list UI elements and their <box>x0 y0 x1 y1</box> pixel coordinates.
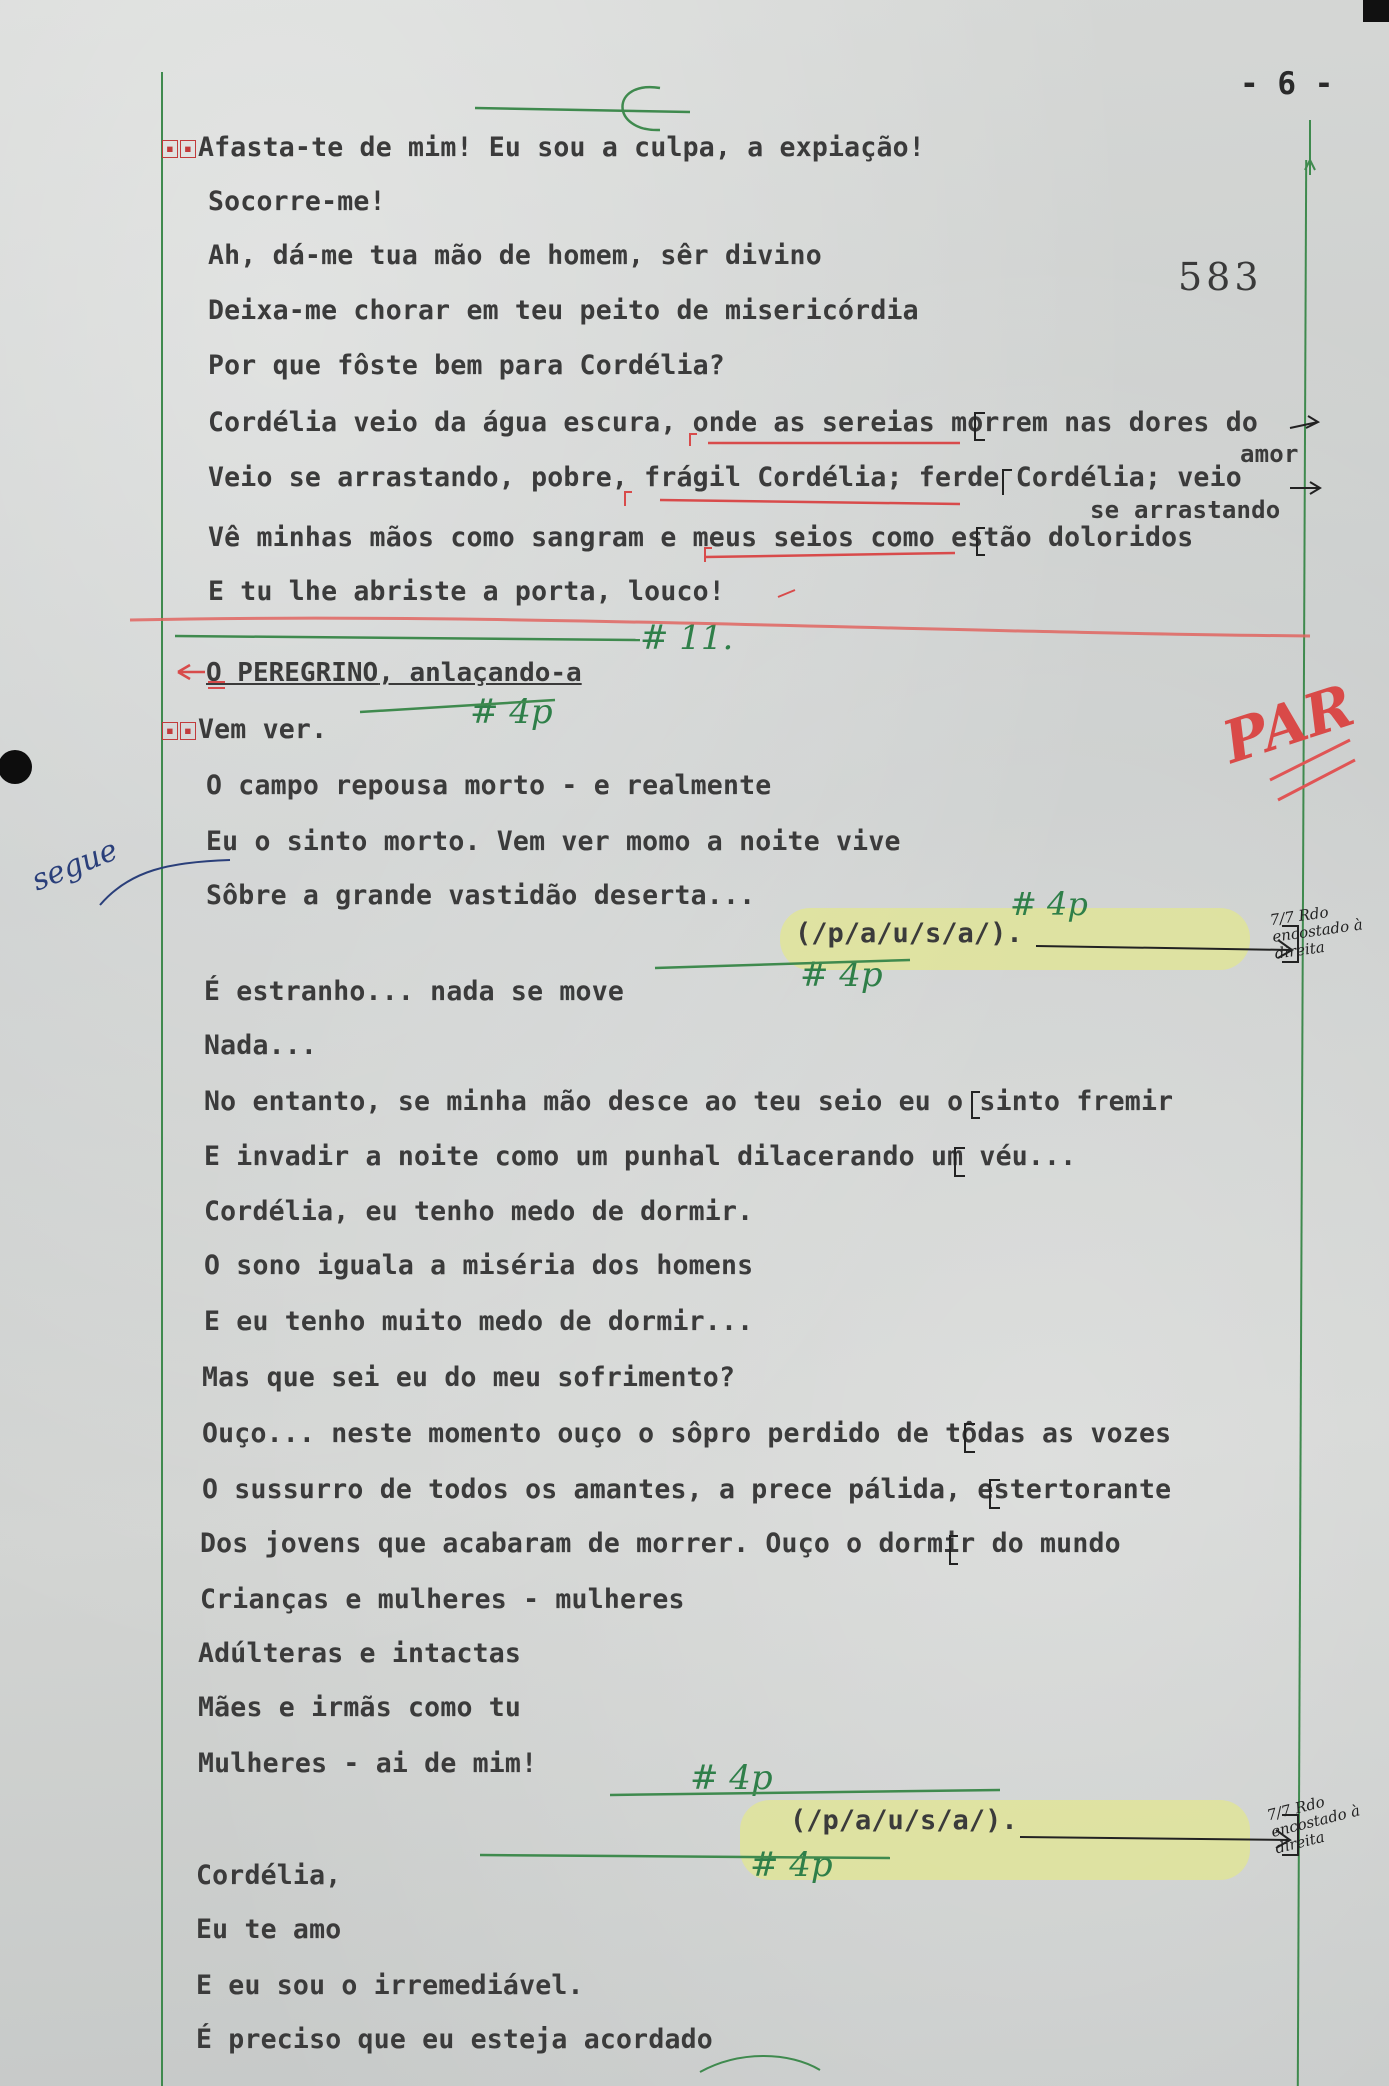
verse-line: Ouço... neste momento ouço o sôpro perdido de tôdas as vozes <box>202 1418 1172 1449</box>
verse-line: Mães e irmãs como tu <box>198 1692 522 1723</box>
verse-line: ▪ ▪ Afasta-te de mim! Eu sou a culpa, a expiação! <box>162 132 925 163</box>
pause-stage-direction: (/p/a/u/s/a/). <box>790 1805 1018 1836</box>
verse-line: E tu lhe abriste a porta, louco! <box>208 576 725 607</box>
overtyped-word: amor <box>1240 440 1299 468</box>
page-number: - 6 - <box>1240 66 1334 102</box>
handwritten-note: 7/7 Rdo encostado à direita <box>1268 903 1364 963</box>
speaker-name: O PEREGRINO <box>206 658 379 688</box>
handwritten-mark: # 4p <box>690 1758 773 1798</box>
stamp-number: 583 <box>1178 255 1263 299</box>
handwritten-mark: # 4p <box>750 1845 833 1885</box>
verse-line: E eu sou o irremediável. <box>196 1970 584 2001</box>
verse-line: O campo repousa morto - e realmente <box>206 770 772 801</box>
overtyped-phrase: se arrastando <box>1090 496 1281 524</box>
verse-line: O sussurro de todos os amantes, a prece pálida, estertorante <box>202 1474 1172 1505</box>
verse-line: Eu o sinto morto. Vem ver momo a noite vive <box>206 826 901 857</box>
handwritten-mark: # 4p <box>1010 885 1088 923</box>
red-box-marker: ▪ <box>162 140 178 158</box>
verse-line: No entanto, se minha mão desce ao teu seio eu o sinto fremir <box>204 1086 1174 1117</box>
verse-line: É preciso que eu esteja acordado <box>196 2024 713 2055</box>
verse-line: É estranho... nada se move <box>204 976 625 1007</box>
verse-line: E eu tenho muito medo de dormir... <box>204 1306 754 1337</box>
red-box-marker: ▪ <box>180 722 196 740</box>
handwritten-mark: # 11. <box>640 618 734 658</box>
verse-line: Socorre-me! <box>208 186 386 217</box>
verse-line: Mas que sei eu do meu sofrimento? <box>202 1362 736 1393</box>
verse-line: Por que fôste bem para Cordélia? <box>208 350 725 381</box>
verse-line: Adúlteras e intactas <box>198 1638 522 1669</box>
pause-stage-direction: (/p/a/u/s/a/). <box>795 918 1023 949</box>
verse-line: ▪ ▪ Vem ver. <box>162 714 327 745</box>
verse-line: Cordélia, eu tenho medo de dormir. <box>204 1196 754 1227</box>
handwritten-mark: # 4p <box>470 692 553 732</box>
verse-line: Ah, dá-me tua mão de homem, sêr divino <box>208 240 822 271</box>
red-box-marker: ▪ <box>162 722 178 740</box>
verse-line: O sono iguala a miséria dos homens <box>204 1250 754 1281</box>
verse-line: Deixa-me chorar em teu peito de misericórdia <box>208 295 919 326</box>
verse-line: Vê minhas mãos como sangram e meus seios como estão doloridos <box>208 522 1194 553</box>
verse-line: Dos jovens que acabaram de morrer. Ouço o dormir do mundo <box>200 1528 1121 1559</box>
verse-line: Veio se arrastando, pobre, frágil Cordélia; ferde Cordélia; veio <box>208 462 1242 493</box>
verse-line: Crianças e mulheres - mulheres <box>200 1584 685 1615</box>
speaker-heading: O PEREGRINO, anlaçando-a <box>206 658 582 688</box>
verse-line: Sôbre a grande vastidão deserta... <box>206 880 756 911</box>
verse-line: E invadir a noite como um punhal dilacerando um véu... <box>204 1141 1077 1172</box>
red-box-marker: ▪ <box>180 140 196 158</box>
verse-line: Mulheres - ai de mim! <box>198 1748 538 1779</box>
verse-line: Cordélia, <box>196 1860 342 1891</box>
verse-line: Cordélia veio da água escura, onde as sereias morrem nas dores do <box>208 407 1259 438</box>
handwritten-mark: # 4p <box>800 955 883 995</box>
verse-line: Nada... <box>204 1030 318 1061</box>
handwritten-segue: segue <box>26 832 123 899</box>
handwritten-par: PAR <box>1214 671 1362 777</box>
verse-line: Eu te amo <box>196 1914 342 1945</box>
stage-direction: anlaçando-a <box>409 658 582 688</box>
handwritten-note: 7/7 Rdo encostado à direita <box>1265 1792 1362 1858</box>
